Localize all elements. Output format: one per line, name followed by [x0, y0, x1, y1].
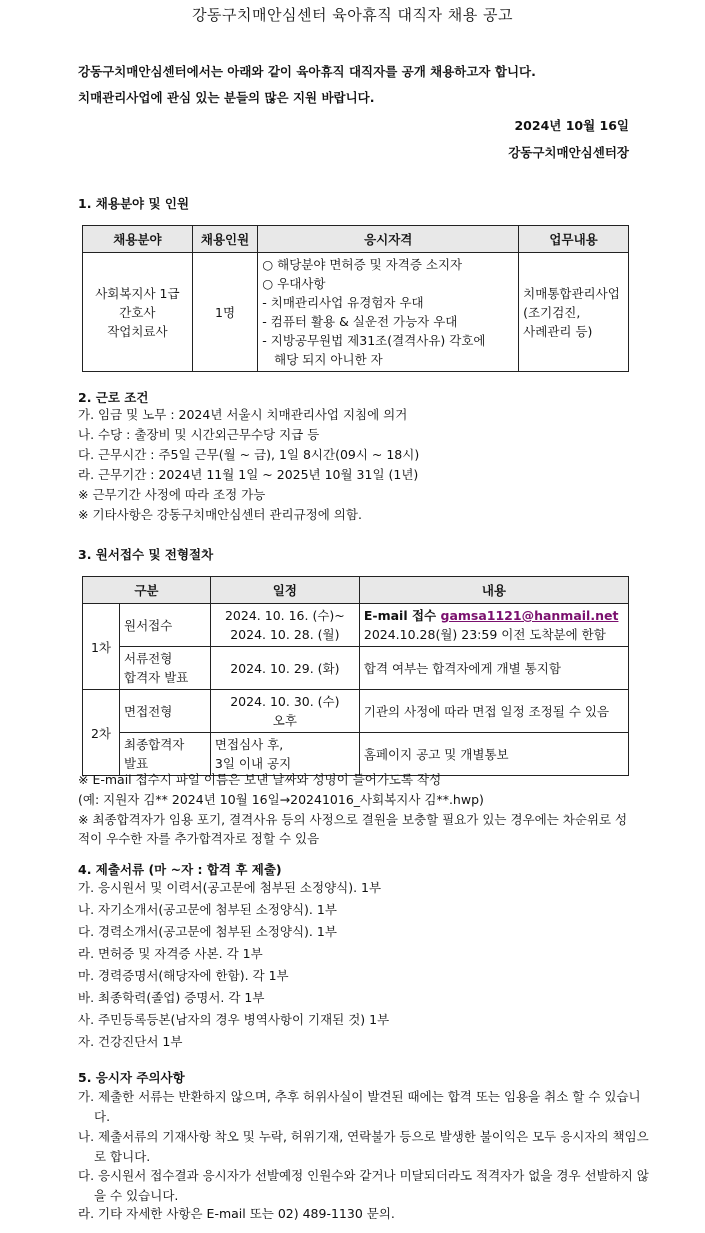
date-line: 오후 — [272, 713, 297, 728]
document-item: 가. 응시원서 및 이력서(공고문에 첨부된 소정양식). 1부 — [78, 880, 382, 895]
application-note: ※ 최종합격자가 임용 포기, 결격사유 등의 사정으로 결원을 보충할 필요가 있는 경우에는 차순위로 성적이 우수한 자를 추가합격자로 정할 수 있음 — [78, 812, 628, 846]
application-note: (예: 지원자 김** 2024년 10월 16일→20241016_사회복지사 김**.hwp) — [78, 792, 484, 807]
qualification-item: - 컴퓨터 활용 & 실운전 가능자 우대 — [262, 314, 458, 329]
stage-line: 발표 — [124, 756, 149, 771]
content-cell: 합격 여부는 합격자에게 개별 통지함 — [359, 647, 628, 690]
count-cell: 1명 — [192, 253, 257, 372]
duties-cell — [519, 253, 629, 372]
qualification-cell — [258, 253, 519, 372]
header-duties: 업무내용 — [519, 226, 629, 253]
email-label: E-mail 접수 — [363, 608, 441, 623]
document-item: 나. 자기소개서(공고문에 첨부된 소정양식). 1부 — [78, 902, 337, 917]
document-item: 마. 경력증명서(해당자에 한함). 각 1부 — [78, 968, 289, 983]
header-schedule: 일정 — [210, 577, 359, 604]
document-item: 바. 최종학력(졸업) 증명서. 각 1부 — [78, 990, 265, 1005]
caution-item: 나. 제출서류의 기재사항 착오 및 누락, 허위기재, 연락불가 등으로 발생한 불이익은 모두 응시자의 책임으로 합니다. — [78, 1129, 649, 1164]
field-item: 작업치료사 — [107, 323, 168, 339]
qualification-item: - 치매관리사업 유경험자 우대 — [262, 295, 424, 310]
notice-signer: 강동구치매안심센터장 — [508, 145, 629, 160]
stage-cell — [120, 647, 211, 690]
section4-heading: 4. 제출서류 (마 ~자 : 합격 후 제출) — [78, 862, 282, 877]
qualification-item: - 지방공무원법 제31조(결격사유) 각호에 — [262, 333, 486, 348]
stage-line: 최종합격자 — [124, 737, 185, 752]
work-condition-item: 다. 근무시간 : 주5일 근무(월 ~ 금), 1일 8시간(09시 ~ 18시) — [78, 447, 420, 462]
date-line: 3일 이내 공지 — [214, 756, 292, 771]
date-line: 2024. 10. 16. (수)~ — [224, 608, 345, 623]
qualification-item: ○ 우대사항 — [262, 276, 326, 291]
work-condition-item: 나. 수당 : 출장비 및 시간외근무수당 지급 등 — [78, 427, 320, 442]
header-qualification: 응시자격 — [258, 226, 519, 253]
date-line: 2024. 10. 28. (월) — [230, 627, 340, 642]
section1-heading: 1. 채용분야 및 인원 — [78, 196, 190, 211]
document-item: 다. 경력소개서(공고문에 첨부된 소정양식). 1부 — [78, 924, 337, 939]
round-1-cell: 1차 — [83, 604, 120, 690]
caution-item: 다. 응시원서 접수결과 응시자가 선발예정 인원수와 같거나 미달되더라도 적격자가 없을 경우 선발하지 않을 수 있습니다. — [78, 1168, 649, 1203]
stage-line: 서류전형 — [124, 651, 173, 666]
qualification-item: ○ 해당분야 면허증 및 자격증 소지자 — [262, 257, 463, 272]
content-cell — [359, 604, 628, 647]
content-cell: 기관의 사정에 따라 면접 일정 조정될 수 있음 — [359, 690, 628, 733]
header-category: 구분 — [83, 577, 211, 604]
qualification-item: 해당 되지 아니한 자 — [262, 352, 383, 367]
caution-item: 라. 기타 자세한 사항은 E-mail 또는 02) 489-1130 문의. — [78, 1206, 395, 1221]
page-title: 강동구치매안심센터 육아휴직 대직자 채용 공고 — [192, 6, 513, 24]
work-condition-note: ※ 근무기간 사정에 따라 조정 가능 — [78, 487, 266, 502]
email-link[interactable]: gamsa1121@hanmail.net — [440, 608, 619, 623]
header-count: 채용인원 — [192, 226, 257, 253]
application-note: ※ E-mail 접수시 파일 이름은 보낸 날짜와 성명이 들어가도록 작성 — [78, 772, 442, 787]
header-field: 채용분야 — [83, 226, 193, 253]
round-2-cell: 2차 — [83, 690, 120, 776]
document-item: 사. 주민등록등본(남자의 경우 병역사항이 기재된 것) 1부 — [78, 1012, 390, 1027]
duty-item: 사례관리 등) — [523, 323, 593, 339]
work-condition-item: 라. 근무기간 : 2024년 11월 1일 ~ 2025년 10월 31일 (1년) — [78, 467, 419, 482]
field-item: 간호사 — [119, 304, 156, 320]
work-condition-item: 가. 임금 및 노무 : 2024년 서울시 치매관리사업 지침에 의거 — [78, 407, 408, 422]
date-line: 면접심사 후, — [214, 737, 284, 752]
intro-line-1: 강동구치매안심센터에서는 아래와 같이 육아휴직 대직자를 공개 채용하고자 합니다. — [78, 64, 536, 79]
stage-line: 합격자 발표 — [124, 670, 189, 685]
stage-cell: 면접전형 — [120, 690, 211, 733]
field-item: 사회복지사 1급 — [95, 285, 180, 301]
date-cell: 2024. 10. 29. (화) — [210, 647, 359, 690]
content-cell: 홈페이지 공고 및 개별통보 — [359, 733, 628, 776]
date-line: 2024. 10. 30. (수) — [230, 694, 340, 709]
header-content: 내용 — [359, 577, 628, 604]
field-cell — [83, 253, 193, 372]
document-item: 라. 면허증 및 자격증 사본. 각 1부 — [78, 946, 263, 961]
intro-line-2: 치매관리사업에 관심 있는 분들의 많은 지원 바랍니다. — [78, 90, 375, 105]
work-condition-note: ※ 기타사항은 강동구치매안심센터 관리규정에 의함. — [78, 507, 362, 522]
duty-item: 치매통합관리사업 — [523, 285, 620, 301]
section3-heading: 3. 원서접수 및 전형절차 — [78, 547, 214, 562]
date-cell — [210, 604, 359, 647]
notice-date: 2024년 10월 16일 — [514, 118, 629, 133]
deadline-text: 2024.10.28(월) 23:59 이전 도착분에 한함 — [363, 627, 606, 642]
duty-item: (조기검진, — [523, 304, 581, 320]
section2-heading: 2. 근로 조건 — [78, 390, 149, 405]
date-cell — [210, 690, 359, 733]
section5-heading: 5. 응시자 주의사항 — [78, 1070, 185, 1085]
stage-cell: 원서접수 — [120, 604, 211, 647]
document-item: 자. 건강진단서 1부 — [78, 1034, 183, 1049]
caution-item: 가. 제출한 서류는 반환하지 않으며, 추후 허위사실이 발견된 때에는 합격 또는 임용을 취소 할 수 있습니다. — [78, 1089, 641, 1124]
recruitment-table — [82, 225, 629, 372]
schedule-table — [82, 576, 629, 776]
